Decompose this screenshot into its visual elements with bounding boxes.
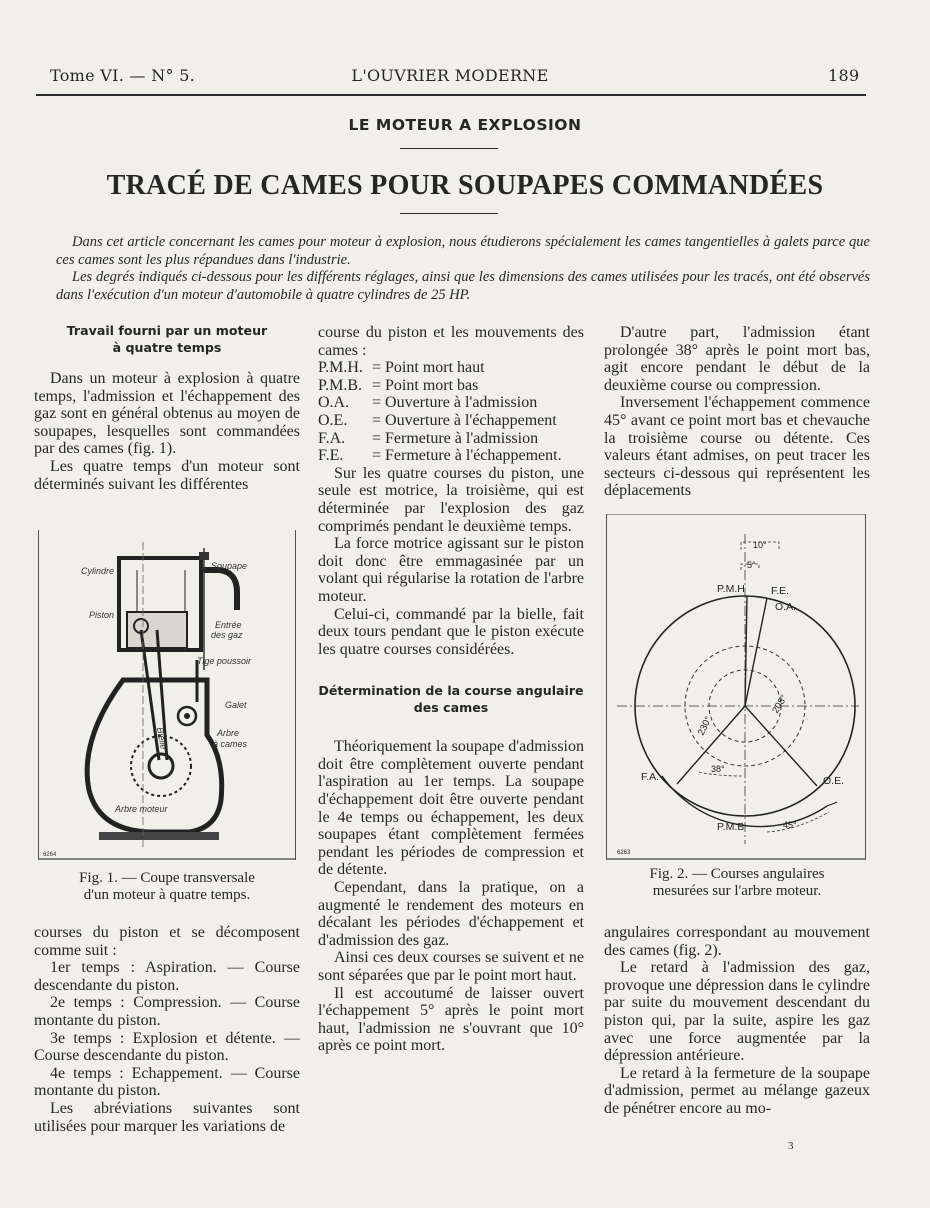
article-intro: [56, 234, 870, 304]
running-head-page-number: 189: [828, 66, 860, 85]
stroke-list-item: 4e temps : Echappement. — Course montante du piston.: [34, 1064, 300, 1100]
figure-1-label: à cames: [213, 739, 248, 749]
abbreviation-row: [318, 412, 562, 430]
abbreviation-value: = Ouverture à l'échappement: [372, 411, 557, 429]
section-heading-line: à quatre temps: [112, 340, 222, 355]
abbreviation-key: O.E.: [318, 411, 348, 429]
paragraph: Les quatre temps d'un moteur sont déterminés suivant les différentes: [34, 457, 300, 493]
valve-timing-diagram: [607, 514, 865, 860]
figure-2: [606, 514, 866, 860]
figure-2-plate-number: 6263: [617, 850, 631, 856]
header-rule: [36, 94, 866, 96]
figure-2-label: 45°: [783, 820, 797, 830]
section-heading-line: Détermination de la course angulaire: [318, 683, 584, 699]
figure-1-label: Arbre: [217, 728, 240, 738]
abbreviation-row: [318, 377, 562, 395]
column-1-bottom: [34, 924, 300, 1135]
abbreviation-row: [318, 447, 562, 465]
figure-2-label: O.E.: [823, 775, 845, 787]
figure-1-label: Bielle: [155, 726, 169, 751]
signature-mark: 3: [788, 1140, 794, 1152]
abbreviation-row: [318, 359, 562, 377]
figure-1-label: Tige poussoir: [197, 656, 251, 666]
column-1: [34, 322, 300, 493]
abbreviation-value: = Point mort bas: [372, 376, 479, 394]
section-heading-line: des cames: [413, 700, 489, 716]
figure-2-label: 208°: [770, 693, 790, 716]
figure-1: [38, 530, 296, 860]
abbreviation-value: = Ouverture à l'admission: [372, 394, 538, 412]
engine-cross-section-drawing: [39, 530, 295, 860]
paragraph: Inversement l'échappement commence 45° avant ce point mort bas et chevauche la troisième course ou détente. Ces valeurs étant admises, on peut tracer les secteurs ci-dessous qui représentent les déplacements: [604, 394, 870, 500]
paragraph: Cependant, dans la pratique, on a augmenté le rendement des moteurs en décalant les périodes d'échappement et d'admission des gaz.: [318, 879, 584, 949]
section-heading: [34, 322, 300, 356]
paragraph: courses du piston et se décomposent comme suit :: [34, 924, 300, 959]
abbreviation-value: = Fermeture à l'admission: [372, 429, 539, 447]
abbreviation-value: = Point mort haut: [372, 359, 485, 377]
abbreviation-value: = Fermeture à l'échappement.: [372, 447, 562, 465]
figure-2-caption-line: mesurées sur l'arbre moteur.: [652, 883, 822, 899]
figure-2-label: F.E.: [771, 585, 790, 597]
column-3: [604, 324, 870, 500]
figure-2-label: 5°: [747, 560, 756, 570]
paragraph: course du piston et les mouvements des cames :: [318, 324, 584, 359]
paragraph: Théoriquement la soupape d'admission doit être complètement ouverte pendant l'aspiration au 1er temps. La soupape d'échappement doit être ouverte pendant le 4e temps ou échappement, les deux soupapes étant complètement fermées pendant les périodes de compression et de détente.: [318, 738, 584, 879]
intro-paragraph: Dans cet article concernant les cames pour moteur à explosion, nous étudierons spécialement les cames tangentielles à galets parce que ces cames sont les plus répandues dans l'industrie.: [56, 234, 870, 268]
figure-2-caption-line: Fig. 2. — Courses angulaires: [649, 866, 825, 882]
paragraph: D'autre part, l'admission étant prolongée 38° après le point mort bas, agit encore pendant le début de la deuxième course ou compression.: [604, 324, 870, 394]
abbreviation-key: O.A.: [318, 394, 350, 412]
column-3-bottom: [604, 924, 870, 1118]
paragraph: Sur les quatre courses du piston, une seule est motrice, la troisième, qui est déterminée par l'explosion des gaz comprimés pendant le deuxième temps.: [318, 464, 584, 535]
abbreviation-row: [318, 394, 562, 412]
figure-1-caption-line: d'un moteur à quatre temps.: [83, 887, 251, 903]
abbreviation-key: P.M.H.: [318, 359, 363, 377]
figure-2-label: P.M.H: [717, 583, 745, 595]
figure-1-label: Soupape: [211, 561, 248, 571]
article-title: TRACÉ DE CAMES POUR SOUPAPES COMMANDÉES: [106, 170, 824, 201]
intro-paragraph: Les degrés indiqués ci-dessous pour les différents réglages, ainsi que les dimensions des cames utilisées pour les tracés, ont été observés dans l'exécution d'un moteur d'automobile à quatre cylindres de 25 HP.: [56, 269, 870, 303]
section-kicker: LE MOTEUR A EXPLOSION: [348, 116, 582, 134]
column-2: [318, 324, 584, 1055]
figure-2-label: F.A.: [641, 771, 660, 783]
paragraph: Celui-ci, commandé par la bielle, fait deux tours pendant que le piston exécute les quatre courses considérées.: [318, 605, 584, 658]
section-heading: [318, 682, 584, 716]
paragraph: angulaires correspondant au mouvement des cames (fig. 2).: [604, 924, 870, 959]
figure-1-label: Entrée: [215, 620, 242, 630]
paragraph: Ainsi ces deux courses se suivent et ne sont séparées que par le point mort haut.: [318, 949, 584, 984]
running-head-volume: Tome VI. — N° 5.: [50, 66, 196, 85]
figure-2-label: 38°: [711, 764, 725, 774]
title-rule: [400, 213, 498, 214]
figure-1-label: Galet: [225, 700, 247, 710]
figure-1-label: Piston: [89, 610, 115, 620]
section-heading-line: Travail fourni par un moteur: [66, 323, 268, 338]
figure-1-caption-line: Fig. 1. — Coupe transversale: [79, 870, 255, 886]
figure-2-caption: [604, 866, 870, 900]
figure-2-label: O.A.: [775, 601, 797, 613]
figure-1-caption: [34, 870, 300, 904]
figure-2-label: 10°: [753, 540, 767, 550]
figure-1-plate-number: 6264: [43, 852, 57, 858]
paragraph: La force motrice agissant sur le piston doit donc être emmagasinée par un volant qui régularise la rotation de l'arbre moteur.: [318, 535, 584, 605]
abbreviation-table: [318, 359, 562, 465]
paragraph: Dans un moteur à explosion à quatre temps, l'admission et l'échappement des gaz sont en général obtenus au moyen de soupapes, lesquelles sont commandées par des cames (fig. 1).: [34, 370, 300, 458]
figure-1-label: Arbre moteur: [115, 804, 168, 814]
figure-2-label: P.M.B: [717, 821, 745, 833]
abbreviation-row: [318, 430, 562, 448]
stroke-list-item: 3e temps : Explosion et détente. — Course descendante du piston.: [34, 1029, 300, 1065]
paragraph: Il est accoutumé de laisser ouvert l'échappement 5° après le point mort haut, l'admission ne s'ouvrant que 10° après ce point mort.: [318, 984, 584, 1055]
paragraph: Les abréviations suivantes sont utilisées pour marquer les variations de: [34, 1099, 300, 1135]
abbreviation-key: P.M.B.: [318, 376, 363, 394]
abbreviation-key: F.E.: [318, 447, 344, 465]
kicker-rule: [400, 148, 498, 149]
stroke-list-item: 1er temps : Aspiration. — Course descendante du piston.: [34, 959, 300, 994]
abbreviation-key: F.A.: [318, 429, 346, 447]
stroke-list-item: 2e temps : Compression. — Course montante du piston.: [34, 994, 300, 1029]
paragraph: Le retard à l'admission des gaz, provoque une dépression dans le cylindre par suite du mouvement descendant du piston qui, par la suite, aspire les gaz avec une force augmentée par la dépression antérieure.: [604, 959, 870, 1065]
figure-1-label: Cylindre: [81, 566, 115, 576]
figure-1-label: des gaz: [211, 630, 243, 640]
figure-2-label: 230°: [695, 714, 715, 738]
running-head-journal: L'OUVRIER MODERNE: [351, 66, 549, 85]
paragraph: Le retard à la fermeture de la soupape d'admission, permet au mélange gazeux de pénétrer encore au mo-: [604, 1064, 870, 1117]
